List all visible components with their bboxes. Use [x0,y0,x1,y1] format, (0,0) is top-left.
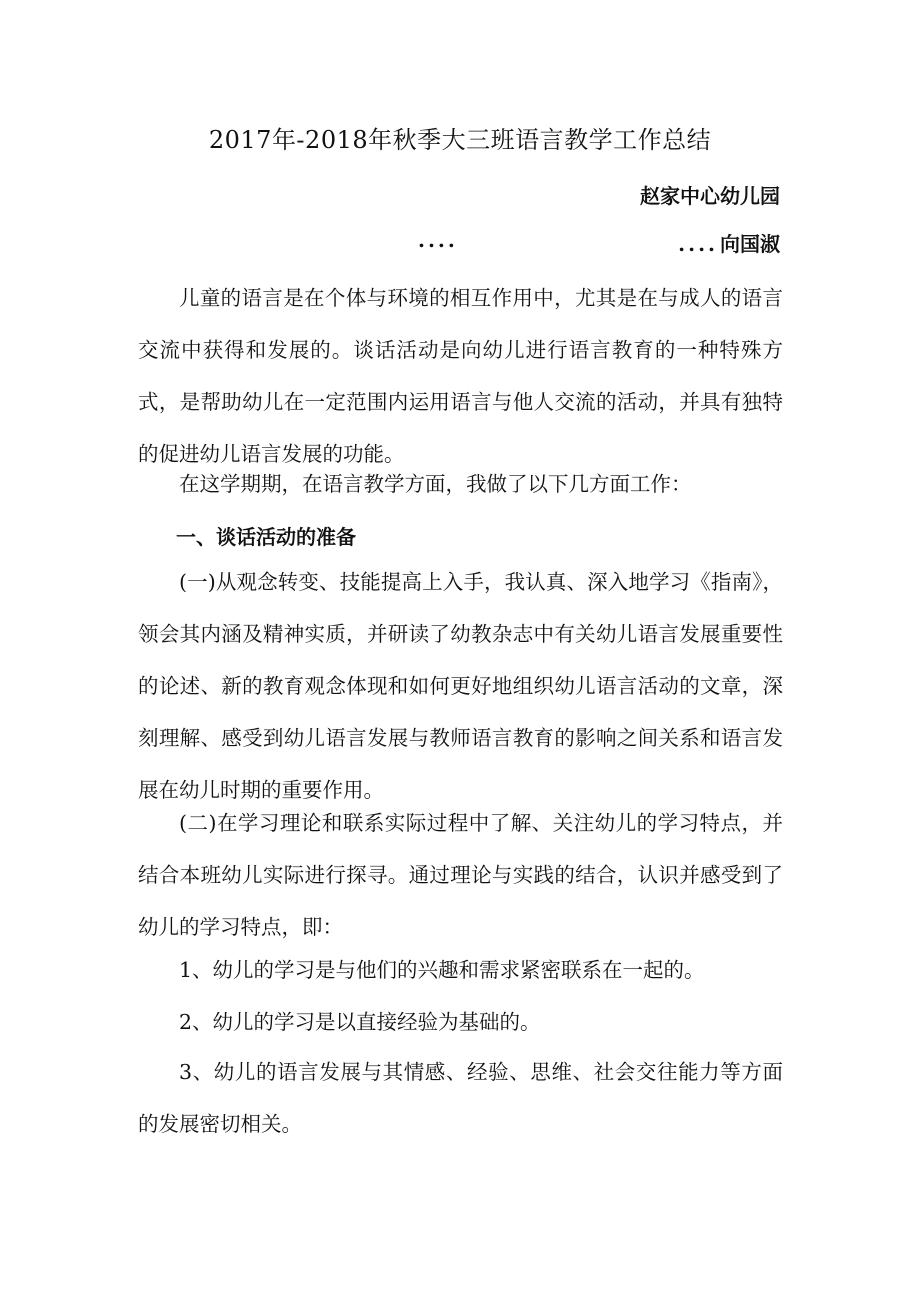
author-dots: .... [678,232,718,256]
dots-placeholder: .... [418,228,458,252]
point3-block [138,1046,783,1150]
document-title: 2017年-2018年秋季大三班语言教学工作总结 [208,126,712,154]
semester-paragraph: 在这学期期，在语言教学方面，我做了以下几方面工作： [179,472,692,496]
point2-paragraph: 2、幼儿的学习是以直接经验为基础的。 [179,1010,541,1034]
organization-name: 赵家中心幼儿园 [640,184,780,208]
item1-paragraph: (一)从观念转变、技能提高上入手，我认真、深入地学习《指南》，领会其内涵及精神实质，并研读了幼教杂志中有关幼儿语言发展重要性的论述、新的教育观念体现和如何更好地组织幼儿语言活动的文章，深刻理解、感受到幼儿语言发展与教师语言教育的影响之间关系和语言发展在幼儿时期的重要作用。 [138,570,783,802]
intro-paragraph: 儿童的语言是在个体与环境的相互作用中，尤其是在与成人的语言交流中获得和发展的。谈话活动是向幼儿进行语言教育的一种特殊方式，是帮助幼儿在一定范围内运用语言与他人交流的活动，并具有独特的促进幼儿语言发展的功能。 [138,286,783,466]
author-line [678,228,780,257]
item2-paragraph: (二)在学习理论和联系实际过程中了解、关注幼儿的学习特点，并结合本班幼儿实际进行探寻。通过理论与实践的结合，认识并感受到了幼儿的学习特点，即： [138,811,783,939]
item2-block [138,797,783,953]
semester-paragraph-block [138,458,783,510]
section-heading: 一、谈话活动的准备 [176,525,356,549]
point1-block [138,944,783,996]
author-name: 向国淑 [720,232,780,256]
intro-paragraph-block [138,272,783,480]
point1-paragraph: 1、幼儿的学习是与他们的兴趣和需求紧密联系在一起的。 [179,958,705,982]
item1-block [138,556,783,816]
point3-paragraph: 3、幼儿的语言发展与其情感、经验、思维、社会交往能力等方面的发展密切相关。 [138,1060,783,1136]
point2-block [138,996,783,1048]
